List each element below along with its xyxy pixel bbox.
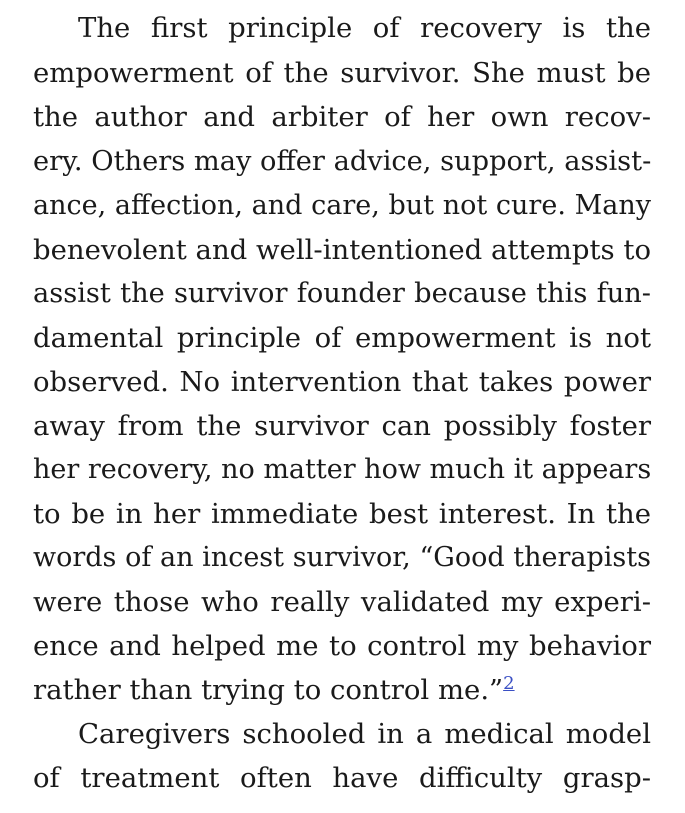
- paragraph-1-line-9: observed. No intervention that takes power: [33, 366, 651, 398]
- paragraph-1-line-1: The first principle of recovery is the: [78, 12, 651, 44]
- paragraph-1-line-2: empowerment of the survivor. She must be: [33, 57, 651, 89]
- paragraph-1-line-14: were those who really validated my experi-: [33, 586, 651, 618]
- paragraph-1-line-7: assist the survivor founder because this fun-: [33, 278, 651, 309]
- paragraph-1-line-15: ence and helped me to control my behavior: [33, 630, 651, 662]
- paragraph-1-line-10: away from the survivor can possibly foster: [33, 410, 651, 442]
- paragraph-2-line-2: of treatment often have difficulty grasp-: [33, 762, 651, 794]
- paragraph-1-line-16: [33, 673, 651, 707]
- paragraph-1-line-6: benevolent and well-intentioned attempts to: [33, 234, 651, 266]
- paragraph-1-line-5: ance, affection, and care, but not cure. Many: [33, 190, 651, 221]
- paragraph-1-line-11: her recovery, no matter how much it appears: [33, 454, 652, 485]
- paragraph-1-line-12: to be in her immediate best interest. In the: [33, 498, 651, 530]
- paragraph-1-line-3: the author and arbiter of her own recov-: [33, 101, 651, 133]
- paragraph-1-line-8: damental principle of empowerment is not: [33, 322, 651, 354]
- paragraph-2-line-1: Caregivers schooled in a medical model: [78, 718, 651, 750]
- paragraph-1-line-13: words of an incest survivor, “Good therapists: [33, 542, 651, 573]
- paragraph-1-line-4: ery. Others may offer advice, support, assist-: [33, 146, 652, 177]
- footnote-link[interactable]: 2: [503, 672, 515, 694]
- paragraph-1-line-16-text: rather than trying to control me.”: [33, 674, 504, 706]
